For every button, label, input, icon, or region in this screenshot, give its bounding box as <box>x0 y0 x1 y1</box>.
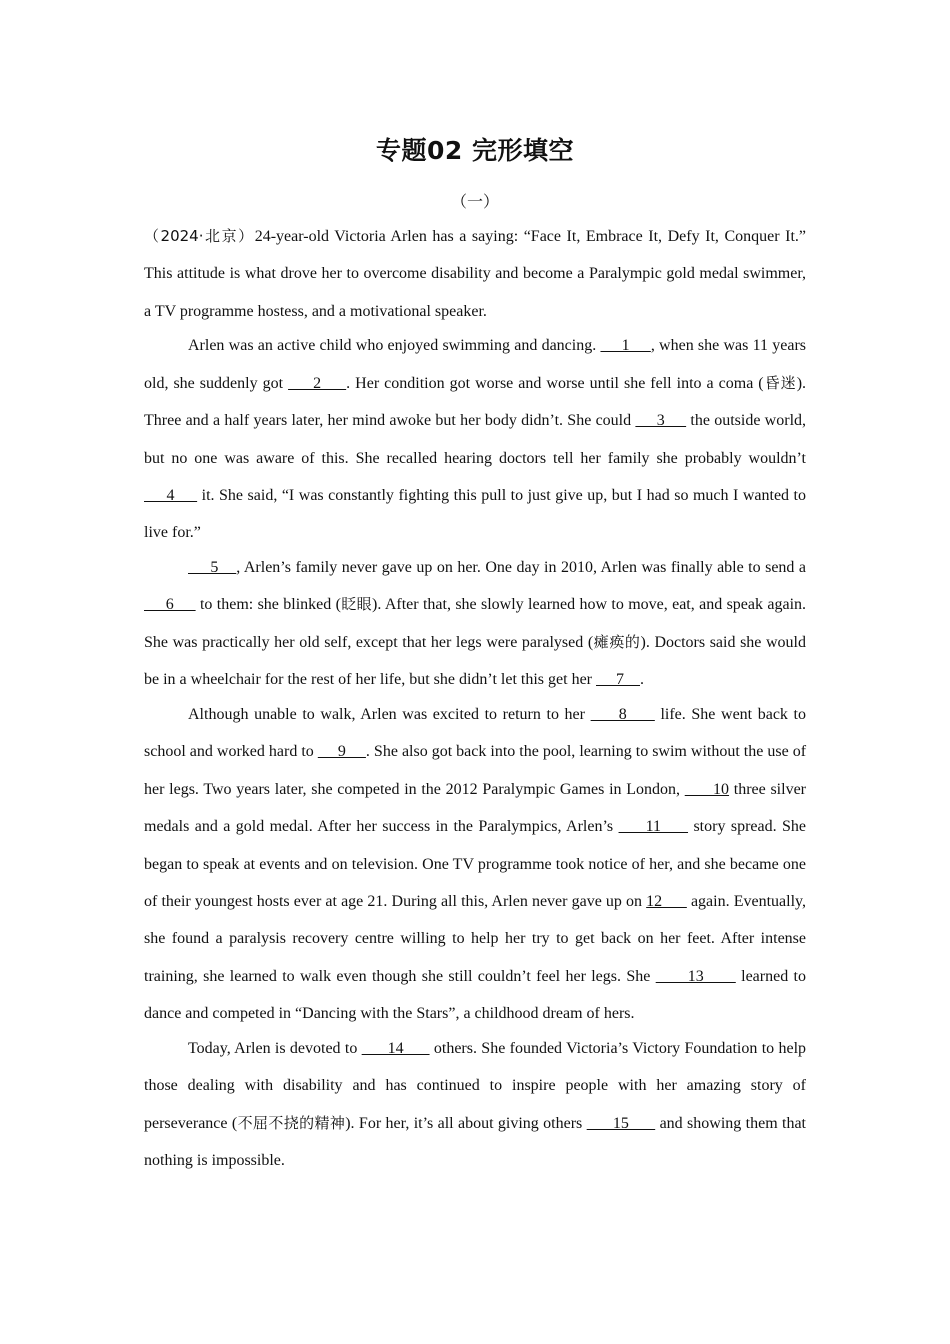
passage-text: ). Three and a half years later, her mind awoke but her body didn’t. She could <box>144 374 807 430</box>
passage-body <box>144 218 806 1177</box>
answer-blank: 2 <box>288 374 347 392</box>
passage-text: learned to dance and competed in “Dancing with the Stars”, a childhood dream of hers. <box>144 967 806 1023</box>
answer-blank: 6 <box>144 596 196 614</box>
passage-text: the outside world, but no one was aware of this. She recalled hearing doctors tell her family she probably wouldn’t <box>144 412 807 467</box>
section-number: （一） <box>450 192 499 211</box>
passage-text: Although unable to walk, Arlen was excited to return to her <box>188 705 591 723</box>
passage-text: to them: she blinked ( <box>195 596 341 614</box>
page-title: 专题02 完形填空 <box>376 136 574 165</box>
passage-text: 24-year-old Victoria Arlen has a saying: “Face It, Embrace It, Defy It, Conquer It.” This attitude is what drove her to overcome disability and become a Paralympic gold medal swimmer, a TV programme hostess, and a motivational speaker. <box>144 228 806 320</box>
passage-text: and showing them that nothing is impossible. <box>144 1114 807 1169</box>
paragraph <box>144 218 806 330</box>
passage-text: story spread. She began to speak at events and on television. One TV programme took notice of her, and she became one of their youngest hosts ever at age 21. During all this, Arlen never gave up on <box>144 818 807 910</box>
answer-blank: 1 <box>600 337 651 355</box>
passage-text: ). Doctors said she would be in a wheelchair for the rest of her life, but she didn’t let this get her <box>144 633 806 689</box>
passage-text: , when she was 11 years old, she suddenly got <box>144 337 807 392</box>
passage-text: it. She said, “I was constantly fighting this pull to just give up, but I had so much I wanted to live for.” <box>144 487 807 542</box>
passage-text: others. She founded Victoria’s Victory Foundation to help those dealing with disability and has continued to inspire people with her amazing story of perseverance ( <box>144 1039 807 1132</box>
passage-text: . Her condition got worse and worse until she fell into a coma ( <box>346 374 764 392</box>
passage-text: life. She went back to school and worked hard to <box>144 705 806 761</box>
passage-text: again. Eventually, she found a paralysis recovery centre willing to help her try to get back on her feet. After intense training, she learned to walk even though she still couldn’t feel her legs. She <box>144 892 806 985</box>
chinese-note: 昏迷 <box>763 373 797 392</box>
answer-blank: 12 <box>646 892 687 910</box>
passage-text: . She also got back into the pool, learning to swim without the use of her legs. Two years later, she competed in the 2012 Paralympic Games in London, <box>144 743 807 798</box>
passage-text: three silver medals and a gold medal. After her success in the Paralympics, Arlen’s <box>144 780 807 836</box>
passage-text: , Arlen’s family never gave up on her. One day in 2010, Arlen was finally able to send a <box>236 559 807 577</box>
answer-blank: 15 <box>586 1114 656 1132</box>
answer-blank: 11 <box>618 818 689 836</box>
paragraph <box>144 1030 806 1180</box>
answer-blank: 9 <box>317 743 366 761</box>
chinese-note: 不屈不挠的精神 <box>237 1113 346 1132</box>
answer-blank: 4 <box>144 487 198 505</box>
answer-blank: 13 <box>655 967 736 985</box>
answer-blank: 14 <box>361 1039 430 1057</box>
answer-blank: 5 <box>188 559 237 577</box>
answer-blank: 8 <box>590 705 655 723</box>
chinese-note: 瘫痪的 <box>593 632 641 651</box>
answer-blank: 10 <box>684 780 730 798</box>
passage-text: Arlen was an active child who enjoyed swimming and dancing. <box>188 337 601 355</box>
chinese-note: （2024·北京） <box>144 227 255 245</box>
passage-text: Today, Arlen is devoted to <box>188 1039 362 1057</box>
passage-text: ). After that, she slowly learned how to move, eat, and speak again. She was practically her old self, except that her legs were paralysed ( <box>144 596 807 651</box>
passage-text: . <box>640 671 644 689</box>
paragraph <box>144 696 806 1033</box>
paragraph <box>144 549 806 699</box>
answer-blank: 7 <box>596 671 640 689</box>
answer-blank: 3 <box>635 412 687 430</box>
chinese-note: 眨眼 <box>340 595 373 614</box>
paragraph <box>144 327 806 551</box>
passage-text: ). For her, it’s all about giving others <box>345 1114 587 1132</box>
